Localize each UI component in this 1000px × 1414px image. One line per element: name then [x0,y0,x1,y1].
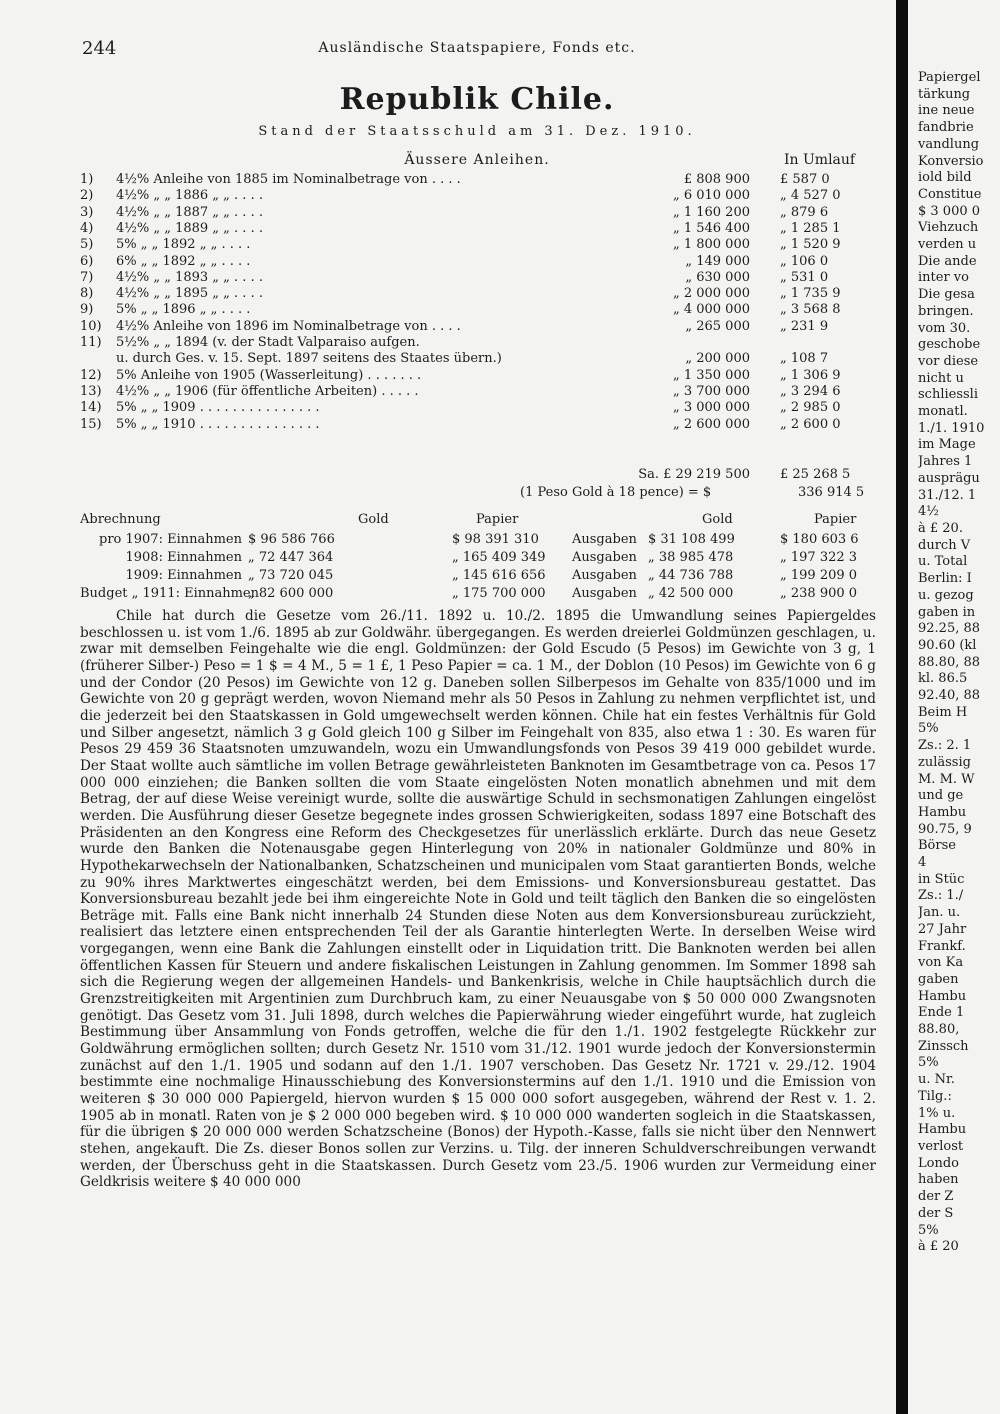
loan-nominal: „ 265 000 [685,318,750,334]
loan-number: 2) [80,188,94,204]
right-column-line: 90.60 (kl [918,637,977,653]
accounting-row [80,531,880,548]
right-column-line: 27 Jahr [918,921,967,937]
paper-expense: „ 238 900 0 [780,586,858,601]
loan-number: 15) [80,416,102,432]
sum-circulation: £ 25 268 5 [780,467,851,482]
loan-number: 12) [80,367,102,383]
right-column-line: schliessli [918,387,978,403]
loan-description: 4½% „ „ 1906 (für öffentliche Arbeiten) . . . . . [116,383,419,399]
peso-note-row [80,485,880,501]
right-column-line: à £ 20. [918,520,963,536]
peso-note-label: (1 Peso Gold à 18 pence) = $ [520,485,712,500]
right-column-line: durch V [918,537,971,553]
circulation-column-header: In Umlauf [784,152,856,168]
loan-nominal: „ 2 600 000 [672,416,750,432]
right-column-line: gaben in [918,604,976,620]
loan-number: 9) [80,302,94,318]
loan-row [80,400,880,416]
loan-number: 13) [80,383,102,399]
right-column-line: verden u [918,237,977,253]
right-column-line: $ 3 000 0 [918,203,981,219]
expenses-label: Ausgaben [572,550,637,565]
gold-income: „ 82 600 000 [248,586,334,601]
accounting-header [80,511,880,528]
right-column-line: Viehzuch [918,220,979,236]
right-column-line: haben [918,1172,959,1188]
gold-income: „ 73 720 045 [248,568,334,583]
loan-description: 4½% „ „ 1889 „ „ . . . . [116,220,263,236]
loan-row [80,417,880,433]
loan-nominal: „ 1 800 000 [672,237,750,253]
right-column-line: Londo [918,1155,959,1171]
right-column-line: verlost [918,1139,964,1154]
gold-income: „ 72 447 364 [248,550,334,565]
loan-description: 5% „ „ 1892 „ „ . . . . [116,237,251,253]
paper-expense: „ 199 209 0 [780,568,858,583]
right-column-line: der Z [918,1189,954,1205]
right-column-line: u. gezog [918,587,974,603]
loan-nominal: „ 3 700 000 [672,383,750,399]
gold-expense-header: Gold [702,512,733,527]
right-column-line: ine neue [918,103,975,119]
right-column-line: 31./12. 1 [918,487,977,503]
page-number: 244 [82,38,117,59]
loan-number: 5) [80,237,94,253]
expenses-label: Ausgaben [572,568,637,583]
accounting-year: 1908: Einnahmen [125,550,242,565]
right-column-line: Ende 1 [918,1005,965,1021]
loan-circulation: „ 4 527 0 [780,188,841,204]
gold-income-header: Gold [358,512,389,527]
right-column-line: iold bild [918,170,972,186]
loan-row [80,205,880,221]
paper-income-header: Papier [476,512,519,527]
loan-nominal: „ 4 000 000 [672,302,750,318]
loan-nominal: „ 6 010 000 [672,188,750,204]
loan-row [80,254,880,270]
right-column-line: Die ande [918,253,977,269]
loan-number: 8) [80,286,94,302]
right-column-line: Constitue [918,186,982,202]
right-column-line: vor diese [918,353,979,369]
gold-expense: „ 44 736 788 [648,568,734,583]
sum-nominal: Sa. £ 29 219 500 [638,467,750,482]
loan-row [80,221,880,237]
right-column-line: bringen. [918,303,974,319]
loan-nominal: „ 2 000 000 [672,286,750,302]
accounting-row [80,567,880,584]
loan-row [80,368,880,384]
right-column-line: 88.80, [918,1022,960,1038]
body-paragraph: Chile hat durch die Gesetze vom 26./11. 1892 u. 10./2. 1895 die Umwandlung seines Papiergeldes beschlossen u. ist vom 1./6. 1895 ab zur Goldwähr. übergegangen. Es werden dreierlei Goldmünzen geschlagen, u. zwar mit demselben Feingehalte wie die engl. Goldmünzen: der Gold Escudo (5 Pesos) im Gewichte von 3 g, 1 (früherer Silber-) Peso = 1 $ = 4 M., 5 = 1 £, 1 Peso Papier = ca. 1 M., der Doblon (10 Pesos) im Gewichte von 6 g und der Condor (20 Pesos) im Gewichte von 12 g. Daneben sollen Silberpesos im Gehalte von 835/1000 und im Gewichte von 20 g geprägt werden, wovon Niemand mehr als 50 Pesos in Zahlung zu nehmen verpflichtet ist, und die jederzeit bei den Staatskassen in Gold umgewechselt werden können. Chile hat ein festes Verhältnis für Gold und Silber angesetzt, nämlich 3 g Gold gleich 100 g Silber im Feingehalt von 835, also etwa 1 : 30. Es waren für Pesos 29 459 36 Staatsnoten umzuwandeln, wozu ein Umwandlungsfonds von Pesos 39 419 000 gebildet wurde. Der Staat wollte auch sämtliche im vollen Betrage gewährleisteten Banknoten im Gesamtbetrage von ca. Pesos 17 000 000 einziehen; die Banken sollten die vom Staate eingelösten Noten monatlich abnehmen und mit dem Betrag, der auf diese Weise vereinigt wurde, sollte die auswärtige Schuld in sechsmonatigen Zahlungen eingelöst werden. Die Ausführung dieser Gesetze begegnete indes grossen Schwierigkeiten, sodass 1897 eine Botschaft des Präsidenten an den Kongress eine Reform des Checkgesetzes für unerlässlich erklärte. Durch das neue Gesetz wurde den Banken die Notenausgabe gegen Hinterlegung von 20% in nationaler Goldmünze und 80% in Hypothekarwechseln der Nationalbanken, Schatzscheinen und municipalen vom Staat garantierten Bonds, welche zu 90% ihres Marktwertes eingeschätzt werden, bei dem Emissions- und Konversionsbureau gestattet. Das Konversionsbureau bezahlt jede bei ihm eingereichte Note in Gold und teilt täglich den Banken die so eingelösten Beträge mit. Falls eine Bank nicht innerhalb 24 Stunden diese Noten aus dem Konversionsbureau zurückzieht, realisiert das letztere einen entsprechenden Teil der als Garantie hinterlegten Werte. In derselben Weise wird vorgegangen, wenn eine Bank die Zahlungen einstellt oder in Liquidation tritt. Die Banknoten werden bei allen öffentlichen Kassen für Steuern und andere fiskalischen Leistungen in Zahlung genommen. Im Sommer 1898 sah sich die Regierung wegen der allgemeinen Handels- und Bankenkrisis, welche in Chile hauptsächlich durch die Grenzstreitigkeiten mit Argentinien zum Durchbruch kam, zu einer Neuausgabe von $ 50 000 000 Zwangsnoten genötigt. Das Gesetz vom 31. Juli 1898, durch welches die Papierwährung wieder eingeführt wurde, hat zugleich Bestimmung über Ansammlung von Fonds getroffen, welche die für den 1./1. 1902 festgelegte Rückkehr zur Goldwährung ermöglichen sollten; durch Gesetz Nr. 1510 vom 31./12. 1901 wurde jedoch der Konversionstermin zunächst auf den 1./1. 1905 und sodann auf den 1./1. 1907 verschoben. Das Gesetz Nr. 1721 v. 29./12. 1904 bestimmte eine nochmalige Hinausschiebung des Konversionstermins auf den 1./1. 1910 und die Emission von weiteren $ 30 000 000 Papiergeld, hiervon wurden $ 15 000 000 sofort ausgegeben, während der Rest v. 1. 2. 1905 ab in monatl. Raten von je $ 2 000 000 begeben wird. $ 10 000 000 wanderten sogleich in die Staatskassen, für die übrigen $ 20 000 000 werden Schatzscheine (Bonos) der Hypoth.-Kasse, falls sie nicht über den Nennwert stehen, angekauft. Die Zs. dieser Bonos sollen zur Verzins. u. Tilg. der inneren Schuldverschreibungen verwandt werden, der Überschuss geht in die Staatskassen. Durch Gesetz vom 23./5. 1906 wurden zur Vermeidung einer Geldkrisis weitere $ 40 000 000 [80,608,876,1191]
paper-income: „ 165 409 349 [452,550,546,565]
right-column-line: Konversio [918,153,984,169]
right-column-line: geschobe [918,337,981,353]
right-column-fragment [918,70,1000,1410]
right-column-line: Jahres 1 [918,454,973,470]
paper-expense: $ 180 603 6 [780,532,859,547]
loan-number: 11) [80,335,102,350]
right-column-line: im Mage [918,437,976,453]
right-column-line: tärkung [918,86,971,102]
loan-row [80,188,880,204]
loan-circulation: „ 1 285 1 [780,220,841,236]
loan-number: 7) [80,269,94,285]
right-column-line: 1./1. 1910 [918,420,985,436]
right-column-line: von Ka [918,955,964,971]
running-title: Ausländische Staatspapiere, Fonds etc. [318,40,636,56]
right-column-line: Papiergel [918,70,981,85]
accounting-row [80,585,880,602]
expenses-label: Ausgaben [572,586,637,601]
right-column-line: Berlin: I [918,571,972,587]
loan-nominal: £ 808 900 [683,172,750,187]
right-column-line: 4 [918,855,927,871]
loan-number: 4) [80,220,94,236]
right-column-line: Zs.: 2. 1 [918,738,972,754]
paper-expense-header: Papier [814,512,857,527]
right-column-line: fandbrie [918,120,974,136]
right-column-line: Beim H [918,704,968,720]
loan-number: 10) [80,318,102,334]
section-title: Republik Chile. [339,82,615,117]
loan-circulation: „ 106 0 [780,253,829,269]
loan-nominal: „ 3 000 000 [672,400,750,416]
loan-row [80,270,880,286]
right-column-line: nicht u [918,370,964,386]
loan-description: 4½% „ „ 1886 „ „ . . . . [116,188,263,204]
paper-income: „ 175 700 000 [452,586,546,601]
loan-description: 5% „ „ 1896 „ „ . . . . [116,302,251,318]
paper-income: $ 98 391 310 [452,532,539,547]
right-column-line: gaben [918,971,959,987]
loan-circulation: „ 2 985 0 [780,400,841,416]
right-column-line: Hambu [918,988,967,1004]
column-divider [896,0,908,1414]
right-column-line: monatl. [918,404,968,420]
loan-description: 5% Anleihe von 1905 (Wasserleitung) . . . . . . . [116,367,422,383]
expenses-label: Ausgaben [572,532,637,547]
loan-row [80,319,880,335]
loan-row [80,172,880,188]
loan-description: 4½% Anleihe von 1885 im Nominalbetrage von . . . . [116,172,461,187]
right-column-line: 92.25, 88 [918,621,981,637]
right-column-line: kl. 86.5 [918,671,968,687]
right-column-line: in Stüc [918,871,965,887]
loans-heading: Äussere Anleihen. [404,152,550,168]
loan-circulation: „ 1 735 9 [780,286,841,302]
right-column-line: 88.80, 88 [918,654,981,670]
loan-description: 5% „ „ 1910 . . . . . . . . . . . . . . . [116,416,320,432]
right-column-line: Börse [918,838,956,854]
right-column-line: Hambu [918,804,967,820]
right-column-line: 5% [918,1055,939,1071]
right-column-line: 5% [918,721,939,737]
right-column-line: vandlung [918,136,980,152]
loan-circulation: „ 1 520 9 [780,237,841,253]
sum-row [80,467,880,483]
loan-description: 6% „ „ 1892 „ „ . . . . [116,253,251,269]
loan-number: 6) [80,253,94,269]
accounting-row [80,549,880,566]
accounting-year: 1909: Einnahmen [125,568,242,583]
right-column-line: 4½ [918,504,939,520]
loan-circulation: „ 879 6 [780,204,829,220]
loan-circulation: „ 3 294 6 [780,383,841,399]
paper-expense: „ 197 322 3 [780,550,858,565]
accounting-year: pro 1907: Einnahmen [99,532,242,547]
gold-expense: „ 42 500 000 [648,586,734,601]
loan-nominal: „ 149 000 [685,253,750,269]
right-column-line: Jan. u. [918,905,961,921]
loan-nominal: „ 630 000 [685,269,750,285]
loan-description: 4½% Anleihe von 1896 im Nominalbetrage von . . . . [116,318,461,334]
right-column-line: der S [918,1205,954,1221]
right-column-line: zulässig [918,754,971,770]
page-header [82,38,872,62]
body-text [80,608,876,1368]
right-column-line: Zinssch [918,1038,969,1054]
gold-expense: $ 31 108 499 [648,532,735,547]
right-column-line: 90.75, 9 [918,821,972,837]
right-column-line: u. Total [918,554,968,570]
loan-circulation: „ 231 9 [780,318,829,334]
gold-expense: „ 38 985 478 [648,550,734,565]
accounting-year: Budget „ 1911: Einnahmen [80,586,259,601]
section-subtitle: Stand der Staatsschuld am 31. Dez. 1910. [258,124,696,139]
loan-description: 5½% „ „ 1894 (v. der Stadt Valparaiso aufgen. [116,335,420,350]
right-column-line: und ge [918,788,964,804]
right-column-line: 5% [918,1222,939,1238]
right-column-line: 92.40, 88 [918,688,981,704]
right-column-line: Zs.: 1./ [918,888,964,904]
loan-row [80,384,880,400]
right-column-line: u. Nr. [918,1072,955,1088]
loan-nominal: „ 1 160 200 [672,204,750,220]
right-column-line: inter vo [918,270,969,286]
gold-income: $ 96 586 766 [248,532,335,547]
loan-description: 4½% „ „ 1895 „ „ . . . . [116,286,263,302]
loan-row [80,335,880,351]
loan-nominal: „ 1 350 000 [672,367,750,383]
loan-nominal: „ 200 000 [685,351,750,367]
loan-number: 3) [80,204,94,220]
loan-description: 5% „ „ 1909 . . . . . . . . . . . . . . . [116,400,320,416]
loan-circulation: „ 2 600 0 [780,416,841,432]
right-column-line: Die gesa [918,287,975,303]
loan-description: 4½% „ „ 1887 „ „ . . . . [116,204,263,220]
right-column-line: ausprägu [918,470,980,486]
loan-number: 14) [80,400,102,416]
loan-description: 4½% „ „ 1893 „ „ . . . . [116,269,263,285]
loan-circulation: „ 1 306 9 [780,367,841,383]
loan-nominal: „ 1 546 400 [672,220,750,236]
loan-circulation: £ 587 0 [780,172,830,187]
peso-note-value: 336 914 5 [798,485,865,500]
right-column-line: vom 30. [918,320,971,336]
right-column-line: Tilg.: [918,1088,952,1104]
loan-row [80,302,880,318]
loan-circulation: „ 3 568 8 [780,302,841,318]
accounting-label-header: Abrechnung [80,512,161,527]
right-column-line: Hambu [918,1122,967,1138]
loan-circulation: „ 108 7 [780,351,829,367]
loan-description: u. durch Ges. v. 15. Sept. 1897 seitens des Staates übern.) [116,351,502,367]
paper-income: „ 145 616 656 [452,568,546,583]
right-column-line: M. M. W [918,771,975,787]
loan-row [80,286,880,302]
loan-row [80,237,880,253]
loan-row [80,351,880,367]
right-column-line: 1% u. [918,1105,956,1121]
loan-circulation: „ 531 0 [780,269,829,285]
loan-number: 1) [80,172,94,187]
right-column-line: à £ 20 [918,1239,959,1255]
right-column-line: Frankf. [918,938,966,954]
